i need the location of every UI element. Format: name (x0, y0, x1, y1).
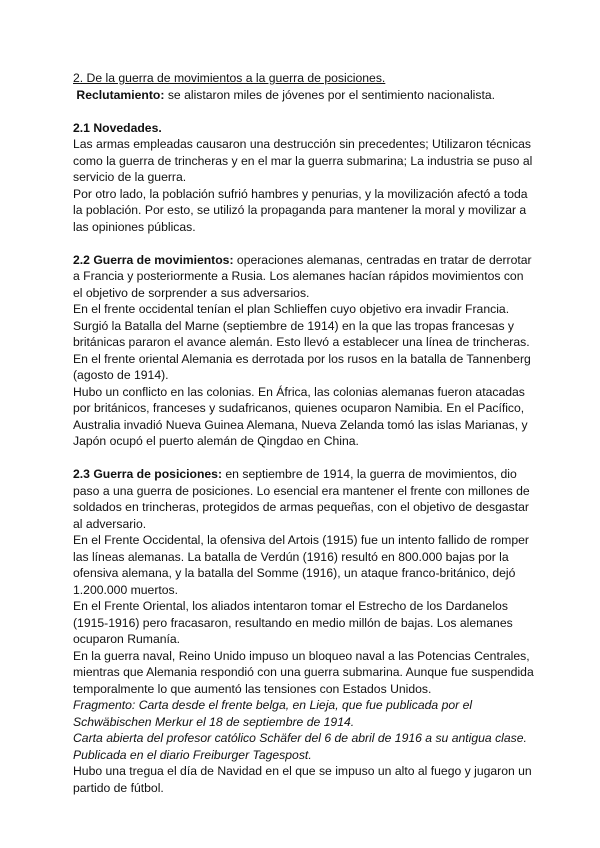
spacer (73, 450, 536, 467)
document-title: 2. De la guerra de movimientos a la guerra de posiciones. (73, 71, 386, 85)
spacer (73, 103, 536, 120)
section-2-3-paragraph-4: Hubo una tregua el día de Navidad en el que se impuso un alto al fuego y jugaron un partido de fútbol. (73, 764, 532, 795)
section-2-3-paragraph-1: En el Frente Occidental, la ofensiva del Artois (1915) fue un intento fallido de romper las líneas alemanas. La batalla de Verdún (1916) resultó en 800.000 bajas por la ofensiva alemana, y la batalla del Somme (1916), un ataque franco-británico, dejó 1.200.000 muertos. (73, 533, 529, 597)
fragment-2: Carta abierta del profesor católico Schäfer del 6 de abril de 1916 a su antigua clase. Publicada en el diario Freiburger Tagespost. (73, 731, 527, 762)
section-2-2-intro (73, 252, 536, 302)
fragment-1: Fragmento: Carta desde el frente belga, en Lieja, que fue publicada por el Schwäbischen Merkur el 18 de septiembre de 1914. (73, 698, 473, 729)
recruitment-paragraph (73, 87, 536, 104)
section-2-1-heading: 2.1 Novedades. (73, 120, 162, 135)
section-2-2-paragraph-3: Hubo un conflicto en las colonias. En África, las colonias alemanas fueron atacadas por británicos, franceses y sudafricanos, quienes ocuparon Namibia. En el Pacífico, Australia invadió Nueva Guinea Alemana, Nueva Zelanda tomó las islas Marianas, y Japón ocupó el puerto alemán de Qingdao en China. (73, 384, 528, 448)
section-2-3-paragraph-2: En el Frente Oriental, los aliados intentaron tomar el Estrecho de los Dardanelos (1915-1916) pero fracasaron, resultando en medio millón de bajas. Los alemanes ocuparon Rumanía. (73, 599, 513, 646)
section-2-1-paragraph-1: Las armas empleadas causaron una destrucción sin precedentes; Utilizaron técnicas como la guerra de trincheras y en el mar la guerra submarina; La industria se puso al servicio de la guerra. (73, 137, 533, 184)
section-2-3-paragraph-3: En la guerra naval, Reino Unido impuso un bloqueo naval a las Potencias Centrales, mientras que Alemania respondió con una guerra submarina. Aunque fue suspendida temporalmente lo que aumentó las tensiones con Estados Unidos. (73, 648, 534, 696)
section-2-1-paragraph-2: Por otro lado, la población sufrió hambres y penurias, y la movilización afectó a toda la población. Por esto, se utilizó la propaganda para mantener la moral y movilizar a las opiniones públicas. (73, 186, 528, 234)
spacer (73, 235, 536, 252)
section-2-2-heading: 2.2 Guerra de movimientos: (73, 252, 234, 267)
section-2-2-paragraph-1: En el frente occidental tenían el plan Schlieffen cuyo objetivo era invadir Francia. Surgió la Batalla del Marne (septiembre de 1914) en la que las tropas francesas y británicas pararon el avance alemán. Esto llevó a establecer una línea de trincheras. (73, 302, 530, 349)
section-2-2-intro-text: operaciones alemanas, centradas en tratar de derrotar a Francia y posteriormente a Rusia. Los alemanes hacían rápidos movimientos con el objetivo de sorprender a sus adversarios. (73, 252, 532, 300)
section-2-2-paragraph-2: En el frente oriental Alemania es derrotada por los rusos en la batalla de Tannenberg (agosto de 1914). (73, 351, 531, 382)
section-2-3-intro-text: en septiembre de 1914, la guerra de movimientos, dio paso a una guerra de posiciones. Lo esencial era mantener el frente con millones de soldados en trincheras, protegidos de armas pequeñas, con el objetivo de desgastar al adversario. (73, 467, 530, 531)
section-2-3-heading: 2.3 Guerra de posiciones: (73, 467, 223, 481)
section-2-3-intro (73, 466, 536, 532)
recruitment-label: Reclutamiento: (76, 87, 165, 102)
recruitment-text: se alistaron miles de jóvenes por el sentimiento nacionalista. (164, 87, 496, 102)
